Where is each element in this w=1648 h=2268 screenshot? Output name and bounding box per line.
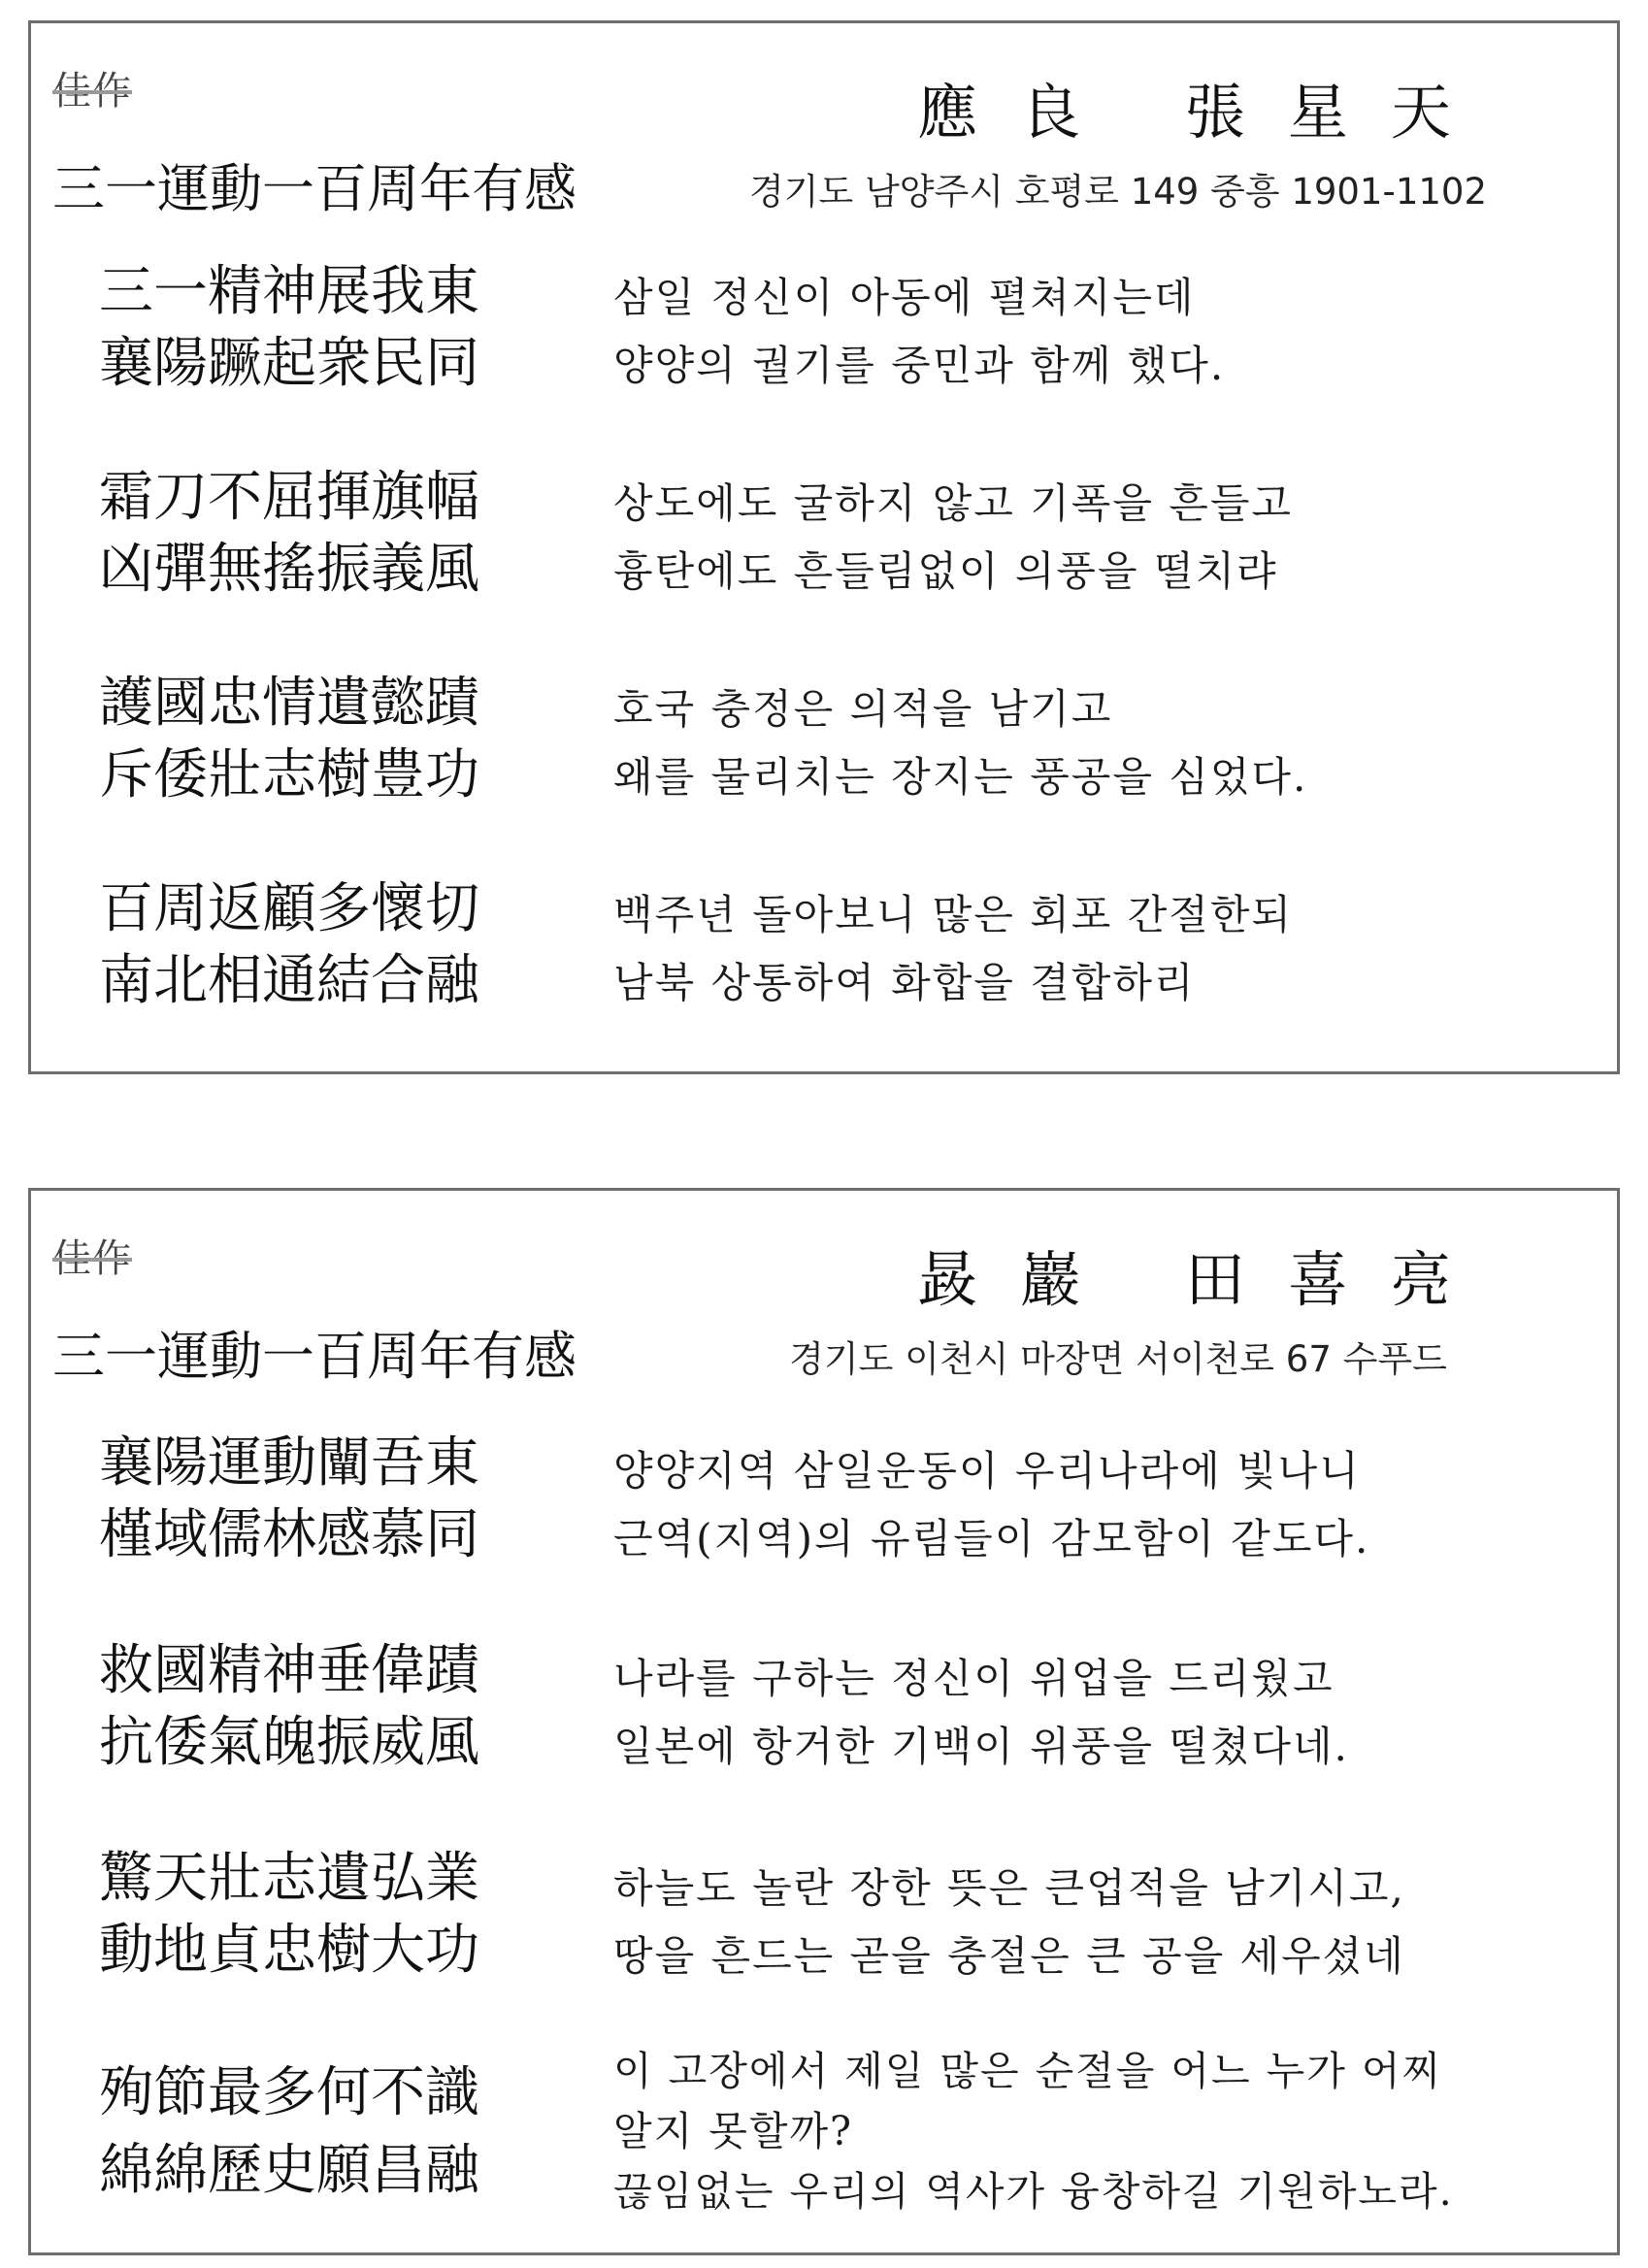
hanja-line: 霜刀不屈揮旗幅 [99,466,479,529]
poem-card-2 [28,1188,1620,2255]
author-address: 경기도 남양주시 호평로 149 중흥 1901-1102 [748,171,1487,213]
hanja-lines [99,1635,565,1779]
poem-title: 三一運動一百周年有感 [52,1326,577,1387]
hanja-lines [99,873,565,1017]
hanja-line: 殉節最多何不識 [99,2061,479,2124]
hanja-line: 救國精神垂偉蹟 [99,1639,479,1702]
author-address: 경기도 이천시 마장면 서이천로 67 수푸드 [789,1338,1447,1380]
hangul-line: 근역(지역)의 유림들이 감모함이 같도다. [613,1515,1370,1562]
hangul-line: 백주년 돌아보니 많은 회포 간절한되 [613,891,1293,938]
hanja-line: 斥倭壯志樹豊功 [99,743,479,806]
award-tag: 佳作 [52,69,132,114]
hangul-line: 알지 못할까? [613,2108,854,2154]
poem-card-1 [28,20,1620,1074]
hangul-line: 이 고장에서 제일 많은 순절을 어느 누가 어찌 [613,2048,1443,2094]
hangul-line: 하늘도 놀란 장한 뜻은 큰업적을 남기시고, [613,1864,1405,1912]
hanja-line: 襄陽運動闡吾東 [99,1431,479,1495]
hanja-lines [99,668,565,811]
hanja-line: 凶彈無搖振義風 [99,538,479,601]
hanja-lines [99,1843,565,1987]
hangul-translation [613,2041,1603,2221]
hanja-lines [99,462,565,606]
hangul-translation [613,1855,1603,1990]
hanja-line: 百周返顧多懷切 [99,877,479,940]
hangul-line: 삼일 정신이 아동에 펼쳐지는데 [613,274,1196,321]
award-tag: 佳作 [52,1236,132,1281]
hanja-line: 動地貞忠樹大功 [99,1919,479,1982]
hangul-line: 끊임없는 우리의 역사가 융창하길 기원하노라. [613,2168,1454,2215]
hangul-line: 왜를 물리치는 장지는 풍공을 심었다. [613,753,1308,801]
hangul-translation [613,264,1603,400]
author-name: 應良 張星天 [917,77,1494,148]
hanja-lines [99,1428,565,1571]
hangul-line: 일본에 항거한 기백이 위풍을 떨쳤다네. [613,1723,1349,1770]
hangul-translation [613,1645,1603,1781]
hangul-translation [613,675,1603,811]
author-name: 晸巖 田喜亮 [917,1244,1494,1315]
hangul-line: 호국 충정은 의적을 남기고 [613,685,1113,733]
hangul-translation [613,470,1603,606]
hangul-line: 나라를 구하는 정신이 위업을 드리웠고 [613,1655,1335,1702]
hangul-line: 흉탄에도 흔들림없이 의풍을 떨치랴 [613,547,1278,595]
hanja-line: 驚天壯志遺弘業 [99,1847,479,1910]
hangul-line: 남북 상통하여 화합을 결합하리 [613,959,1196,1006]
hangul-translation [613,1437,1603,1573]
hanja-line: 襄陽蹶起衆民同 [99,332,479,395]
hanja-line: 綿綿歷史願昌融 [99,2139,479,2202]
hangul-translation [613,881,1603,1017]
hanja-lines [99,2054,565,2210]
hangul-line: 양양지역 삼일운동이 우리나라에 빛나니 [613,1447,1361,1495]
hanja-line: 三一精神展我東 [99,260,479,323]
hanja-line: 南北相通結合融 [99,949,479,1012]
hangul-line: 땅을 흔드는 곧을 충절은 큰 공을 세우셨네 [613,1932,1405,1980]
hanja-line: 槿域儒林感慕同 [99,1503,479,1566]
hanja-line: 抗倭氣魄振威風 [99,1711,479,1774]
hangul-line: 상도에도 굴하지 않고 기폭을 흔들고 [613,479,1293,527]
poem-title: 三一運動一百周年有感 [52,158,577,219]
hanja-line: 護國忠情遺懿蹟 [99,672,479,735]
hanja-lines [99,256,565,400]
hangul-line: 양양의 궐기를 중민과 함께 했다. [613,342,1226,389]
